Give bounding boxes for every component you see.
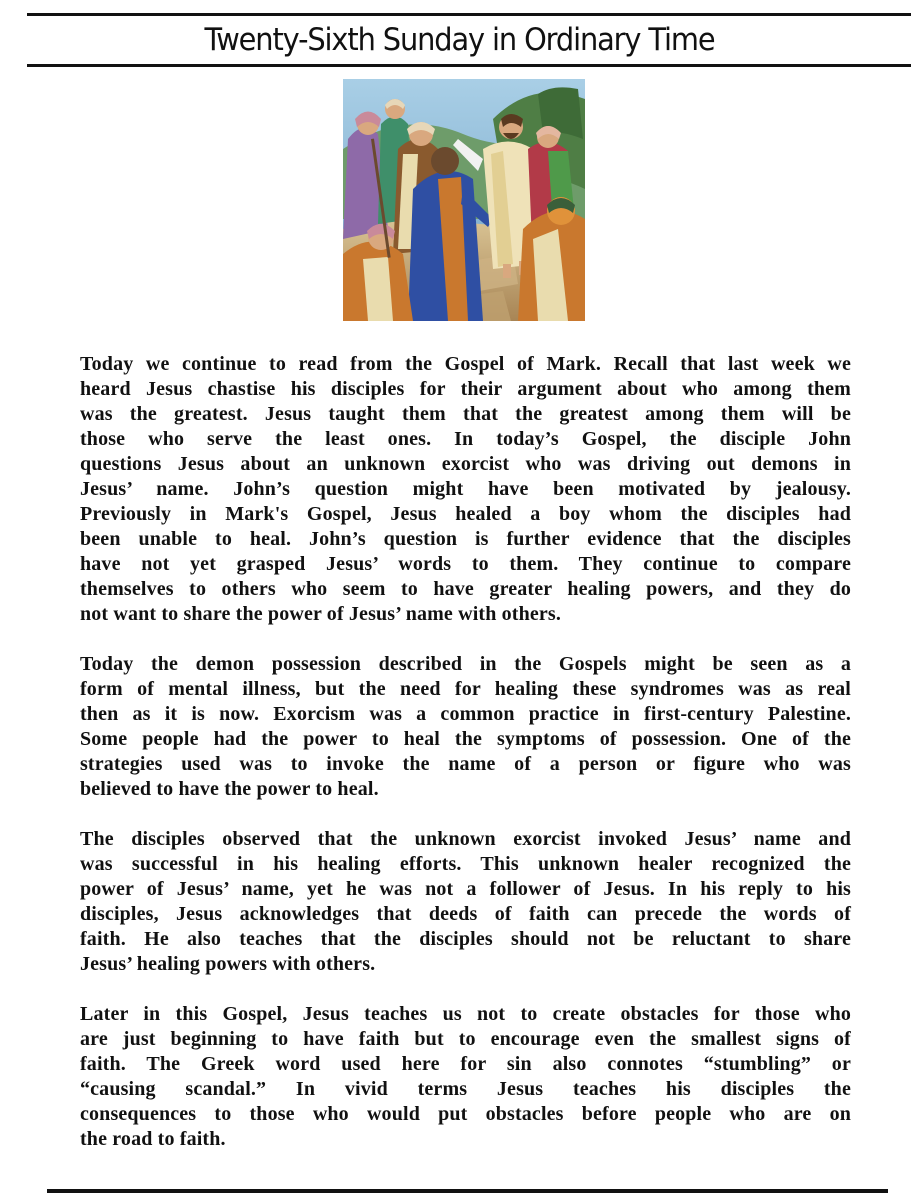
paragraph-line: Later in this Gospel, Jesus teaches us not to create obstacles for those who xyxy=(80,1003,851,1025)
paragraph-3 xyxy=(80,827,851,977)
jesus-disciples-illustration xyxy=(343,79,585,321)
paragraph-line: strategies used was to invoke the name of a person or figure who was xyxy=(80,753,851,775)
paragraph-line: was successful in his healing efforts. This unknown healer recognized the xyxy=(80,853,851,875)
paragraph-line: are just beginning to have faith but to encourage even the smallest signs of xyxy=(80,1028,851,1050)
paragraph-line: have not yet grasped Jesus’ words to them. They continue to compare xyxy=(80,553,851,575)
paragraph-line: Previously in Mark's Gospel, Jesus healed a boy whom the disciples had xyxy=(80,503,851,525)
paragraph-line: The disciples observed that the unknown exorcist invoked Jesus’ name and xyxy=(80,828,851,850)
header-top-rule xyxy=(27,13,911,16)
paragraph-line: power of Jesus’ name, yet he was not a follower of Jesus. In his reply to his xyxy=(80,878,851,900)
footer-rule xyxy=(47,1189,888,1193)
paragraph-line: Some people had the power to heal the symptoms of possession. One of the xyxy=(80,728,851,750)
paragraph-line: themselves to others who seem to have greater healing powers, and they do xyxy=(80,578,851,600)
paragraph-line: was the greatest. Jesus taught them that the greatest among them will be xyxy=(80,403,851,425)
paragraph-line: questions Jesus about an unknown exorcist who was driving out demons in xyxy=(80,453,851,475)
paragraph-line: been unable to heal. John’s question is further evidence that the disciples xyxy=(80,528,851,550)
illustration-image xyxy=(343,79,585,321)
paragraph-4 xyxy=(80,1002,851,1152)
paragraph-line: consequences to those who would put obstacles before people who are on xyxy=(80,1103,851,1125)
paragraph-line: the road to faith. xyxy=(80,1128,226,1150)
paragraph-line: heard Jesus chastise his disciples for their argument about who among them xyxy=(80,378,851,400)
paragraph-line: believed to have the power to heal. xyxy=(80,778,379,800)
paragraph-line: Jesus’ healing powers with others. xyxy=(80,953,376,975)
article-body xyxy=(80,352,851,1177)
page-title: Twenty-Sixth Sunday in Ordinary Time xyxy=(204,22,715,58)
paragraph-line: Today we continue to read from the Gospel of Mark. Recall that last week we xyxy=(80,353,851,375)
paragraph-line: form of mental illness, but the need for healing these syndromes was as real xyxy=(80,678,851,700)
paragraph-line: faith. The Greek word used here for sin also connotes “stumbling” or xyxy=(80,1053,851,1075)
paragraph-line: those who serve the least ones. In today’s Gospel, the disciple John xyxy=(80,428,851,450)
paragraph-line: then as it is now. Exorcism was a common practice in first-century Palestine. xyxy=(80,703,851,725)
paragraph-line: disciples, Jesus acknowledges that deeds of faith can precede the words of xyxy=(80,903,851,925)
paragraph-line: “causing scandal.” In vivid terms Jesus teaches his disciples the xyxy=(80,1078,851,1100)
header-bottom-rule xyxy=(27,64,911,67)
paragraph-line: faith. He also teaches that the disciples should not be reluctant to share xyxy=(80,928,851,950)
paragraph-2 xyxy=(80,652,851,802)
paragraph-line: Jesus’ name. John’s question might have been motivated by jealousy. xyxy=(80,478,851,500)
paragraph-line: Today the demon possession described in the Gospels might be seen as a xyxy=(80,653,851,675)
paragraph-line: not want to share the power of Jesus’ name with others. xyxy=(80,603,562,625)
paragraph-1 xyxy=(80,352,851,627)
